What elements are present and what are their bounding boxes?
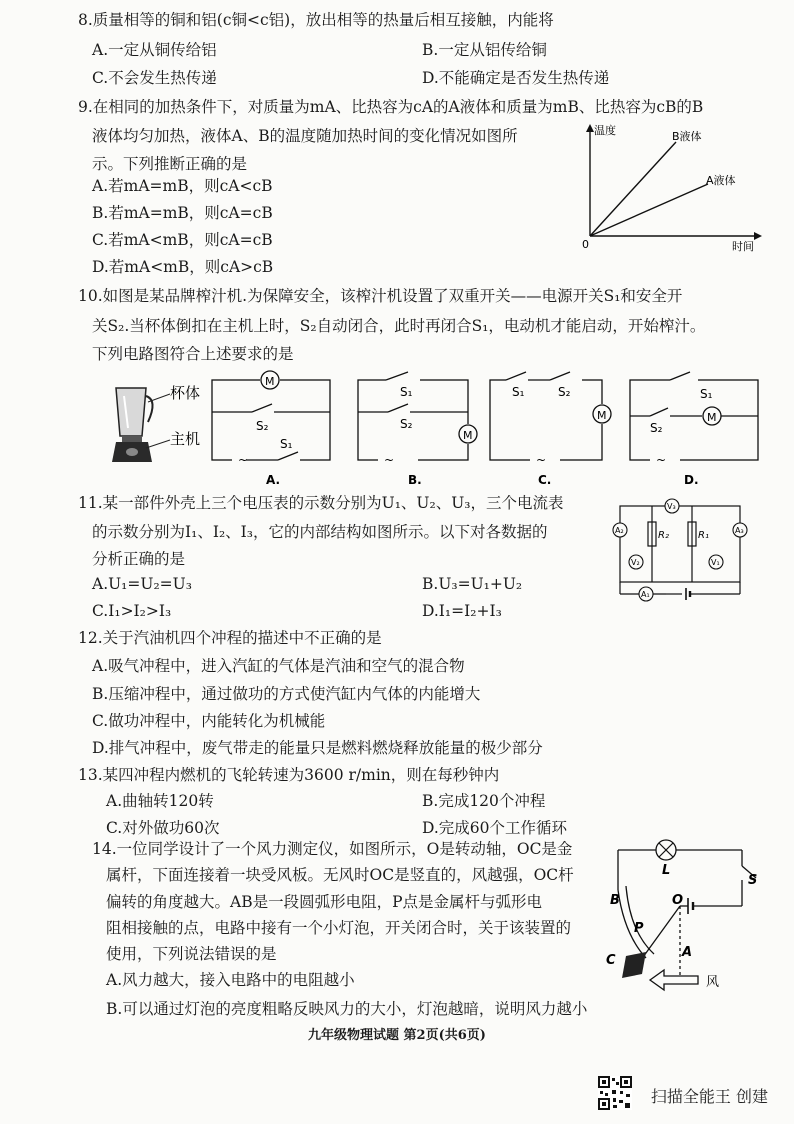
q8-option-d: D.不能确定是否发生热传递 <box>422 69 610 87</box>
option-d-label: D. <box>684 473 699 487</box>
switch-s1-label: S₁ <box>280 437 293 451</box>
q14-line3: 偏转的角度越大。AB是一段圆弧形电阻，P点是金属杆与弧形电 <box>106 893 543 911</box>
q12-option-a: A.吸气冲程中，进入汽缸的气体是汽油和空气的混合物 <box>92 657 465 675</box>
label-wind: 风 <box>706 975 720 990</box>
ac-source-icon: ~ <box>536 453 547 467</box>
q8-option-c: C.不会发生热传递 <box>92 69 217 87</box>
q13-option-c: C.对外做功60次 <box>106 819 220 837</box>
motor-icon: M <box>265 375 275 388</box>
q9-option-a: A.若mA=mB，则cA<cB <box>92 177 273 195</box>
switch-s2-label: S₂ <box>400 417 413 431</box>
q9-line1: 9.在相同的加热条件下，对质量为mA、比热容为cA的A液体和质量为mB、比热容为cB的B <box>78 98 704 116</box>
q9-line3: 示。下列推断正确的是 <box>92 155 248 173</box>
wind-plate <box>622 952 646 978</box>
q12-stem: 12.关于汽油机四个冲程的描述中不正确的是 <box>78 629 382 647</box>
q10-line3: 下列电路图符合上述要求的是 <box>92 345 294 363</box>
voltmeter-v3-icon: V₃ <box>667 502 676 511</box>
switch-s1-label: S₁ <box>512 385 525 399</box>
q11-circuit-diagram <box>606 494 756 604</box>
q9-option-b: B.若mA=mB，则cA=cB <box>92 204 273 222</box>
resistor-r1-label: R₁ <box>698 530 709 541</box>
q9-series-a-label: A液体 <box>706 174 736 187</box>
switch-s1-label: S₁ <box>700 387 713 401</box>
ac-source-icon: ~ <box>384 453 395 467</box>
label-S: S <box>748 873 758 888</box>
switch-s2-label: S₂ <box>558 385 571 399</box>
label-B: B <box>610 893 620 908</box>
q12-option-d: D.排气冲程中，废气带走的能量只是燃料燃烧释放能量的极少部分 <box>92 739 543 757</box>
q10-circuit-figures <box>92 366 782 490</box>
label-O: O <box>672 893 684 908</box>
q8-option-a: A.一定从铜传给铝 <box>92 41 217 59</box>
q10-line2: 关S₂.当杯体倒扣在主机上时，S₂自动闭合，此时再闭合S₁，电动机才能启动，开始榨汁。 <box>92 317 706 335</box>
q11-option-a: A.U₁=U₂=U₃ <box>92 575 192 593</box>
switch-s1-label: S₁ <box>400 385 413 399</box>
circuit-c <box>490 372 612 487</box>
q9-x-axis-label: 时间 <box>732 240 754 253</box>
q14-line4: 阻相接触的点，电路中接有一个小灯泡，开关闭合时，关于该装置的 <box>106 919 572 937</box>
q9-line2: 液体均匀加热，液体A、B的温度随加热时间的变化情况如图所 <box>92 127 518 145</box>
voltmeter-v2-icon: V₂ <box>631 558 640 567</box>
juicer-picture <box>112 384 200 462</box>
label-cup: 杯体 <box>170 384 201 402</box>
circuit-a <box>212 371 330 487</box>
q10-line1: 10.如图是某品牌榨汁机.为保障安全，该榨汁机设置了双重开关——电源开关S₁和安全开 <box>78 287 683 305</box>
label-P: P <box>634 921 644 936</box>
motor-icon: M <box>597 409 607 422</box>
option-a-label: A. <box>266 473 281 487</box>
q9-option-c: C.若mA<mB，则cA=cB <box>92 231 273 249</box>
ac-source-icon: ~ <box>238 453 249 467</box>
q12-option-b: B.压缩冲程中，通过做功的方式使汽缸内气体的内能增大 <box>92 685 481 703</box>
voltmeter-v1-icon: V₁ <box>711 558 720 567</box>
ammeter-a3-icon: A₃ <box>735 526 744 535</box>
q8-stem: 8.质量相等的铜和铝(c铜<c铝)，放出相等的热量后相互接触，内能将 <box>78 11 554 29</box>
q9-option-d: D.若mA<mB，则cA>cB <box>92 258 274 276</box>
page-footer: 九年级物理试题 第2页(共6页) <box>308 1028 486 1043</box>
q14-line1: 14.一位同学设计了一个风力测定仪，如图所示，O是转动轴，OC是金 <box>92 840 573 858</box>
circuit-b <box>358 372 478 487</box>
q14-wind-meter-diagram <box>598 834 784 998</box>
q9-line-a <box>590 184 708 236</box>
q11-option-d: D.I₁=I₂+I₃ <box>422 602 502 620</box>
label-L: L <box>662 863 671 878</box>
switch-s2-label: S₂ <box>650 421 663 435</box>
motor-icon: M <box>463 429 473 442</box>
q13-option-d: D.完成60个工作循环 <box>422 819 568 837</box>
ammeter-a2-icon: A₂ <box>615 526 624 535</box>
q12-option-c: C.做功冲程中，内能转化为机械能 <box>92 712 326 730</box>
q14-option-b: B.可以通过灯泡的亮度粗略反映风力的大小，灯泡越暗，说明风力越小 <box>106 1000 588 1018</box>
q11-line2: 的示数分别为I₁、I₂、I₃，它的内部结构如图所示。以下对各数据的 <box>92 523 548 541</box>
q9-origin-label: 0 <box>582 238 589 251</box>
label-A: A <box>682 945 693 960</box>
q11-line1: 11.某一部件外壳上三个电压表的示数分别为U₁、U₂、U₃，三个电流表 <box>78 494 564 512</box>
option-c-label: C. <box>538 473 552 487</box>
q14-line2: 属杆，下面连接着一块受风板。无风时OC是竖直的，风越强，OC杆 <box>106 866 574 884</box>
label-C: C <box>606 953 616 968</box>
q11-option-c: C.I₁>I₂>I₃ <box>92 602 172 620</box>
switch-s2-label: S₂ <box>256 419 269 433</box>
resistor-r2-label: R₂ <box>658 530 669 541</box>
ammeter-a1-icon: A₁ <box>641 590 650 599</box>
q13-stem: 13.某四冲程内燃机的飞轮转速为3600 r/min，则在每秒钟内 <box>78 766 500 784</box>
q11-line3: 分析正确的是 <box>92 550 186 568</box>
q13-option-a: A.曲轴转120转 <box>106 792 214 810</box>
ac-source-icon: ~ <box>656 453 667 467</box>
q9-temperature-graph <box>576 118 766 254</box>
option-b-label: B. <box>408 473 422 487</box>
q11-option-b: B.U₃=U₁+U₂ <box>422 575 523 593</box>
q9-series-b-label: B液体 <box>672 130 702 143</box>
q8-option-b: B.一定从铝传给铜 <box>422 41 547 59</box>
wind-arrow-icon <box>650 970 698 990</box>
scanner-watermark: 扫描全能王 创建 <box>650 1087 768 1106</box>
motor-icon: M <box>707 411 717 424</box>
circuit-d <box>630 372 758 487</box>
q14-line5: 使用，下列说法错误的是 <box>106 945 277 963</box>
q9-y-axis-label: 温度 <box>594 124 616 137</box>
q14-option-a: A.风力越大，接入电路中的电阻越小 <box>106 971 355 989</box>
label-base: 主机 <box>170 430 201 448</box>
qr-code-icon <box>598 1076 632 1110</box>
q13-option-b: B.完成120个冲程 <box>422 792 546 810</box>
q9-line-b <box>590 142 676 236</box>
